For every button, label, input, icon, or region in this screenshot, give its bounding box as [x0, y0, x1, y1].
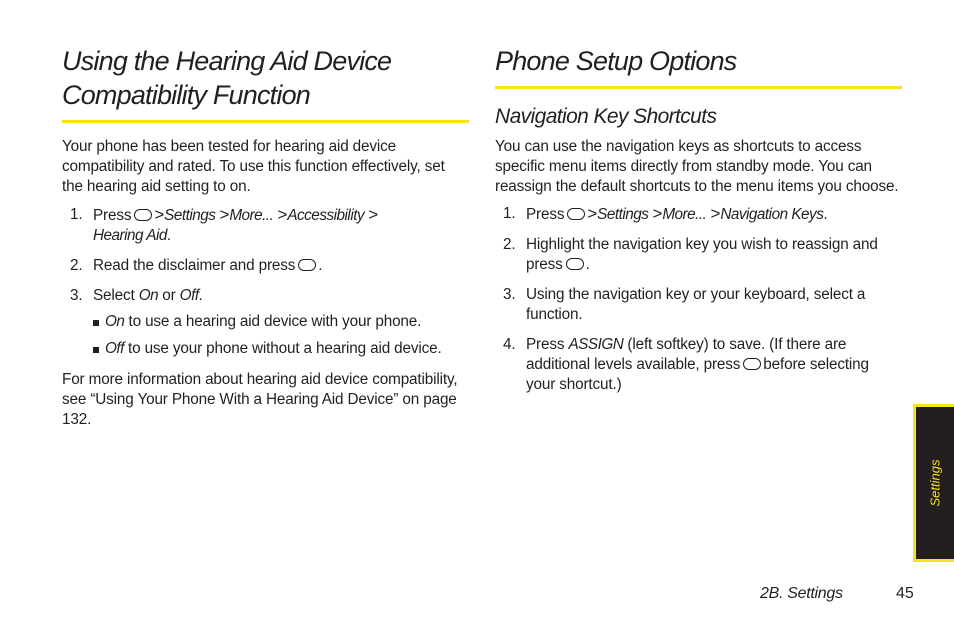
side-tab-label: Settings	[927, 459, 943, 507]
menu-key-icon	[743, 358, 761, 370]
left-title	[62, 44, 469, 112]
press-label: Press	[526, 206, 565, 224]
right-subtitle: Navigation Key Shortcuts	[495, 105, 717, 128]
path-more: More...	[662, 206, 707, 224]
period: .	[166, 227, 171, 245]
step-number: 3.	[503, 286, 516, 304]
right-intro: You can use the navigation keys as shortcuts to access specific menu items directly from standby mode. You can reassign the default shortcuts to the menu items you choose.	[495, 138, 899, 195]
path-hearing-aid: Hearing Aid	[93, 227, 167, 245]
period: .	[585, 256, 590, 274]
option-bullets	[93, 312, 469, 359]
right-steps	[495, 204, 902, 395]
period: .	[198, 287, 203, 305]
option-off: Off	[179, 287, 199, 305]
left-title-line2: Compatibility Function	[62, 80, 311, 110]
option-on: On	[138, 287, 159, 305]
period: .	[823, 206, 828, 224]
path-settings: Settings	[164, 207, 216, 225]
bullet-off	[93, 339, 469, 359]
section-side-tab	[913, 404, 954, 562]
left-column	[62, 44, 469, 430]
left-title-rule	[62, 120, 469, 123]
bullet-on	[93, 312, 469, 332]
bullet-square-icon	[93, 347, 99, 353]
footer-page-number: 45	[896, 585, 914, 602]
period: .	[318, 257, 323, 275]
bullet-term: On	[105, 313, 125, 331]
menu-key-icon	[298, 259, 316, 271]
press-label: Press	[526, 336, 565, 354]
right-column	[495, 44, 902, 405]
step-text: Select	[93, 287, 135, 305]
left-intro: Your phone has been tested for hearing aid device compatibility and rated. To use this function effectively, set the hearing aid setting to on.	[62, 138, 445, 195]
right-step-4	[495, 335, 902, 395]
path-separator: >	[154, 205, 165, 225]
left-step-1	[62, 205, 469, 246]
step-number: 1.	[70, 206, 83, 224]
step-text: (left softkey) to save. (If there are additional levels available, press	[526, 336, 847, 374]
path-separator: >	[652, 204, 663, 224]
path-accessibility: Accessibility	[287, 207, 365, 225]
step-text: Highlight the navigation key you wish to reassign and press	[526, 236, 878, 274]
step-number: 3.	[70, 287, 83, 305]
footer-section-label: 2B. Settings	[760, 585, 843, 602]
left-more-info: For more information about hearing aid device compatibility, see “Using Your Phone With a Hearing Aid Device” on page 132.	[62, 371, 458, 428]
menu-key-icon	[567, 208, 585, 220]
right-step-2	[495, 235, 902, 275]
path-separator: >	[587, 204, 598, 224]
right-title-rule	[495, 86, 902, 89]
assign-softkey-label: ASSIGN	[568, 336, 624, 354]
path-more: More...	[229, 207, 274, 225]
step-text-end: before selecting your shortcut.)	[526, 356, 869, 394]
right-step-3	[495, 285, 902, 325]
right-title: Phone Setup Options	[495, 46, 737, 76]
step-number: 4.	[503, 336, 516, 354]
or-label: or	[162, 287, 176, 305]
path-separator: >	[368, 205, 379, 225]
step-text: Read the disclaimer and press	[93, 257, 296, 275]
left-step-2	[62, 256, 469, 276]
bullet-square-icon	[93, 320, 99, 326]
path-settings: Settings	[597, 206, 649, 224]
menu-key-icon	[134, 209, 152, 221]
right-step-1	[495, 204, 902, 225]
step-number: 2.	[70, 257, 83, 275]
step-number: 1.	[503, 205, 516, 223]
step-text: Using the navigation key or your keyboard, select a function.	[526, 286, 866, 324]
left-step-3	[62, 286, 469, 359]
left-steps	[62, 205, 469, 359]
left-title-line1: Using the Hearing Aid Device	[62, 46, 392, 76]
bullet-term: Off	[105, 340, 124, 358]
bullet-text: to use your phone without a hearing aid device.	[128, 340, 442, 358]
press-label: Press	[93, 207, 132, 225]
path-separator: >	[219, 205, 230, 225]
path-separator: >	[710, 204, 721, 224]
path-navigation-keys: Navigation Keys	[720, 206, 824, 224]
path-separator: >	[277, 205, 288, 225]
bullet-text: to use a hearing aid device with your phone.	[128, 313, 422, 331]
menu-key-icon	[566, 258, 584, 270]
step-number: 2.	[503, 236, 516, 254]
